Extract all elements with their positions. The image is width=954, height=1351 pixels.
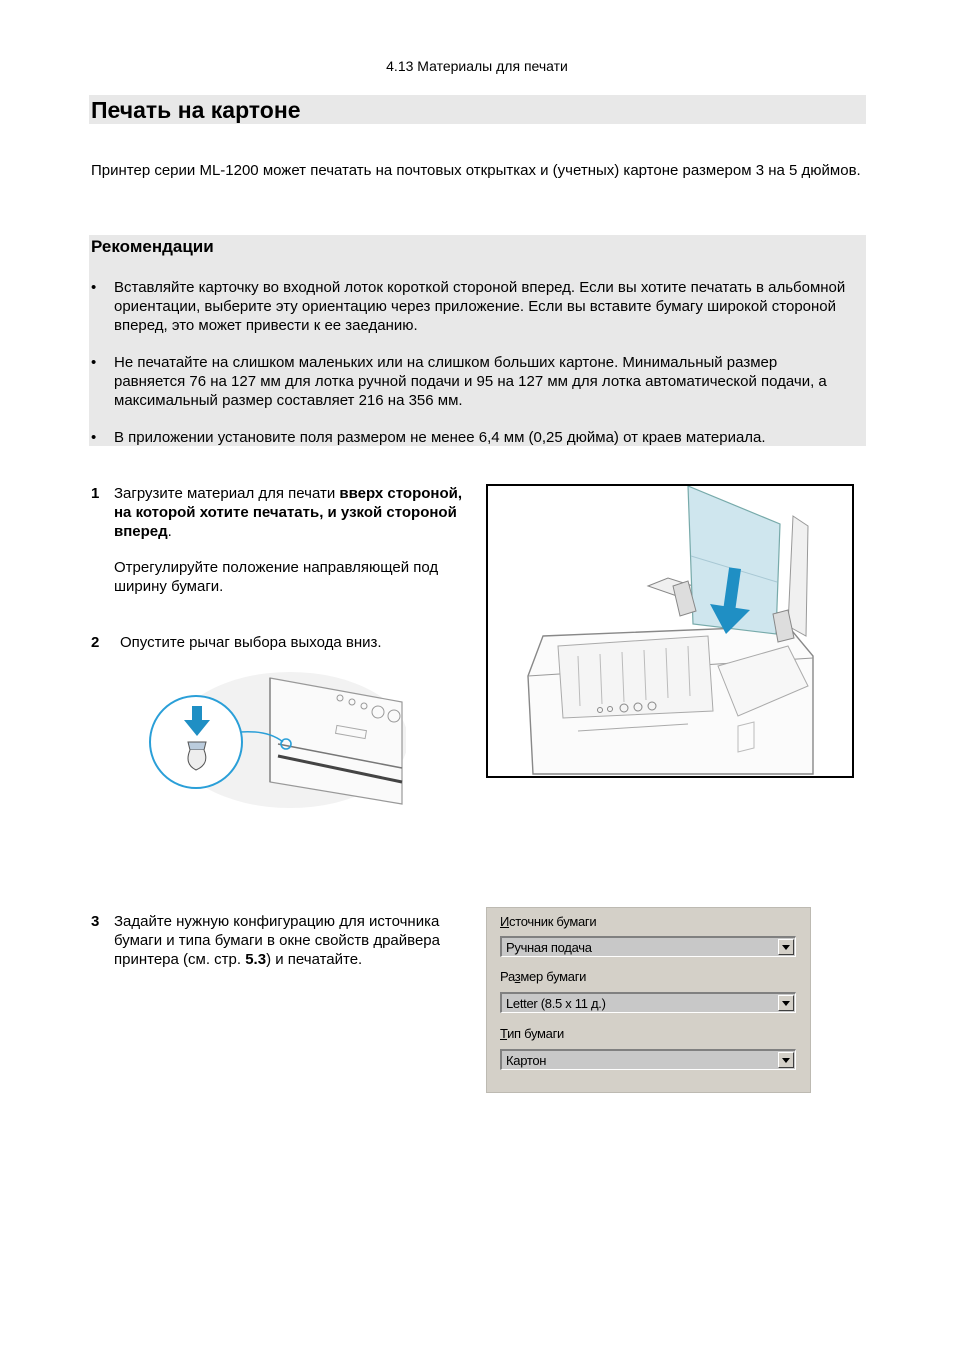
printer-illustration [488, 486, 852, 776]
step-3-number: 3 [91, 913, 100, 930]
step-2-text: Опустите рычаг выбора выхода вниз. [120, 634, 382, 651]
paper-source-value: Ручная подача [506, 940, 592, 955]
dropdown-arrow-icon[interactable] [778, 939, 794, 955]
recommendation-item [91, 278, 851, 335]
recommendation-text: В приложении установите поля размером не менее 6,4 мм (0,25 дюйма) от краев материала. [114, 429, 766, 446]
intro-paragraph: Принтер серии ML-1200 может печатать на почтовых открытках и (учетных) картоне размером 3 на 5 дюймов. [91, 162, 861, 179]
bullet-icon: • [91, 429, 97, 446]
paper-source-select[interactable] [500, 936, 796, 957]
paper-source-label: Источник бумаги [500, 914, 597, 929]
page-ref: 5.3 [245, 951, 267, 968]
step-3-text: Задайте нужную конфигурацию для источника бумаги и типа бумаги в окне свойств драйвера принтера (см. стр. 5.3) и печатайте. [114, 913, 440, 968]
recommendations-title: Рекомендации [91, 237, 214, 256]
paper-size-label: Размер бумаги [500, 969, 587, 984]
recommendation-text: Вставляйте карточку во входной лоток короткой стороной вперед. Если вы хотите печатать в альбомной ориентации, выберите эту ориентацию через приложение. Если вы вставите бумагу широкой стороной вперед, это может привести к ее заеданию. [114, 279, 846, 334]
bullet-icon: • [91, 354, 97, 371]
step-1-note: Отрегулируйте положение направляющей под ширину бумаги. [114, 559, 439, 595]
printer-figure [486, 484, 854, 778]
running-header: 4.13 Материалы для печати [386, 58, 568, 74]
paper-type-select[interactable] [500, 1049, 796, 1070]
paper-size-value: Letter (8.5 x 11 д.) [506, 996, 606, 1011]
page-title: Печать на картоне [91, 97, 301, 123]
lever-illustration [140, 672, 406, 810]
recommendation-text: Не печатайте на слишком маленьких или на слишком больших картоне. Минимальный размер равняется 76 на 127 мм для лотка ручной подачи и 95 на 127 мм для лотка автоматической подачи, а максимальный размер составляет 216 на 356 мм. [114, 354, 827, 409]
paper-size-select[interactable] [500, 992, 796, 1013]
driver-settings-panel [486, 907, 811, 1093]
step-1-number: 1 [91, 485, 100, 502]
step-2-number: 2 [91, 634, 100, 651]
dropdown-arrow-icon[interactable] [778, 1052, 794, 1068]
bullet-icon: • [91, 279, 97, 296]
dropdown-arrow-icon[interactable] [778, 995, 794, 1011]
step-1-bold: вверх стороной, на которой хотите печатать, и узкой стороной вперед [114, 485, 463, 540]
paper-type-label: Тип бумаги [500, 1026, 564, 1041]
step-1-text: Загрузите материал для печати вверх стороной, на которой хотите печатать, и узкой стороной вперед. [114, 485, 463, 540]
paper-type-value: Картон [506, 1053, 547, 1068]
recommendation-item [91, 428, 851, 447]
recommendations-box [89, 235, 866, 446]
recommendation-item [91, 353, 851, 410]
